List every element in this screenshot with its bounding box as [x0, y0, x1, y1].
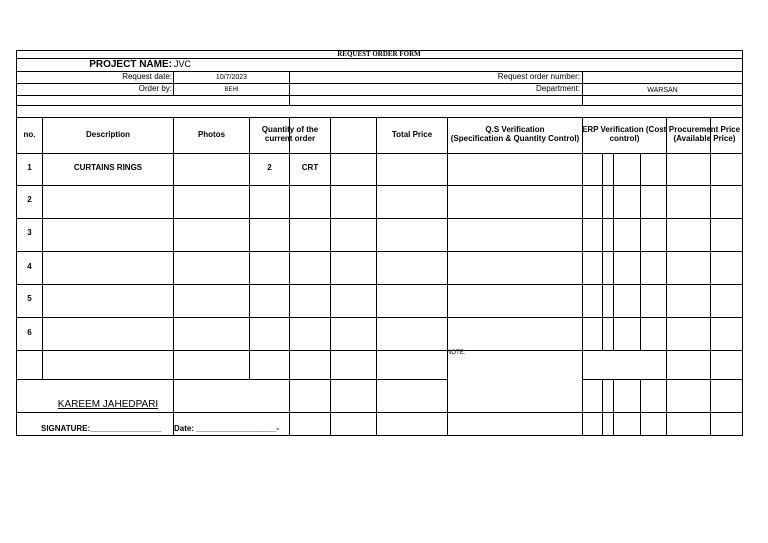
- project-name-label: PROJECT NAME:: [89, 59, 172, 70]
- table-row-no: 3: [27, 228, 32, 237]
- header-procurement-line2: (Available Price): [673, 134, 736, 143]
- header-total-price: Total Price: [391, 130, 433, 139]
- project-name-value: JVC: [174, 59, 192, 69]
- date-label: Date: __________________-: [174, 424, 279, 433]
- order-by-value: BEHI: [224, 87, 239, 93]
- form-title: REQUEST ORDER FORM: [337, 50, 421, 58]
- header-description: Description: [85, 130, 130, 139]
- table-row-no: 5: [27, 294, 32, 303]
- header-procurement-line1: Procurement Price: [668, 125, 741, 134]
- table-row-no: 1: [27, 163, 32, 172]
- table-row-no: 2: [27, 195, 32, 204]
- header-no: no.: [23, 130, 36, 139]
- order-by-label: Order by:: [138, 84, 172, 93]
- header-quantity-line1: Quantity of the: [261, 125, 319, 134]
- note-label: NOTE:: [447, 350, 466, 356]
- request-date-label: Request date:: [122, 72, 172, 81]
- table-row-no: 6: [27, 328, 32, 337]
- header-erp-line2: control): [609, 134, 640, 143]
- table-row-no: 4: [27, 262, 32, 271]
- table-row-description: CURTAINS RINGS: [73, 163, 143, 172]
- header-photos: Photos: [197, 130, 226, 139]
- table-row-unit: CRT: [301, 163, 319, 172]
- table-row-quantity: 2: [267, 163, 272, 172]
- header-qs-line1: Q.S Verification: [485, 125, 545, 134]
- department-label: Department:: [535, 84, 580, 93]
- header-erp-line1: ERP Verification (Cost: [582, 126, 666, 134]
- signature-label: SIGNATURE:________________: [41, 424, 162, 433]
- header-qs-line2: (Specification & Quantity Control): [450, 134, 580, 143]
- request-number-label: Request order number:: [497, 72, 580, 81]
- department-value: WARSAN: [647, 87, 678, 94]
- signer-name: KAREEM JAHEDPARI: [57, 399, 159, 410]
- request-date-value: 10/7/2023: [215, 74, 248, 81]
- header-quantity-line2: current order: [264, 134, 316, 143]
